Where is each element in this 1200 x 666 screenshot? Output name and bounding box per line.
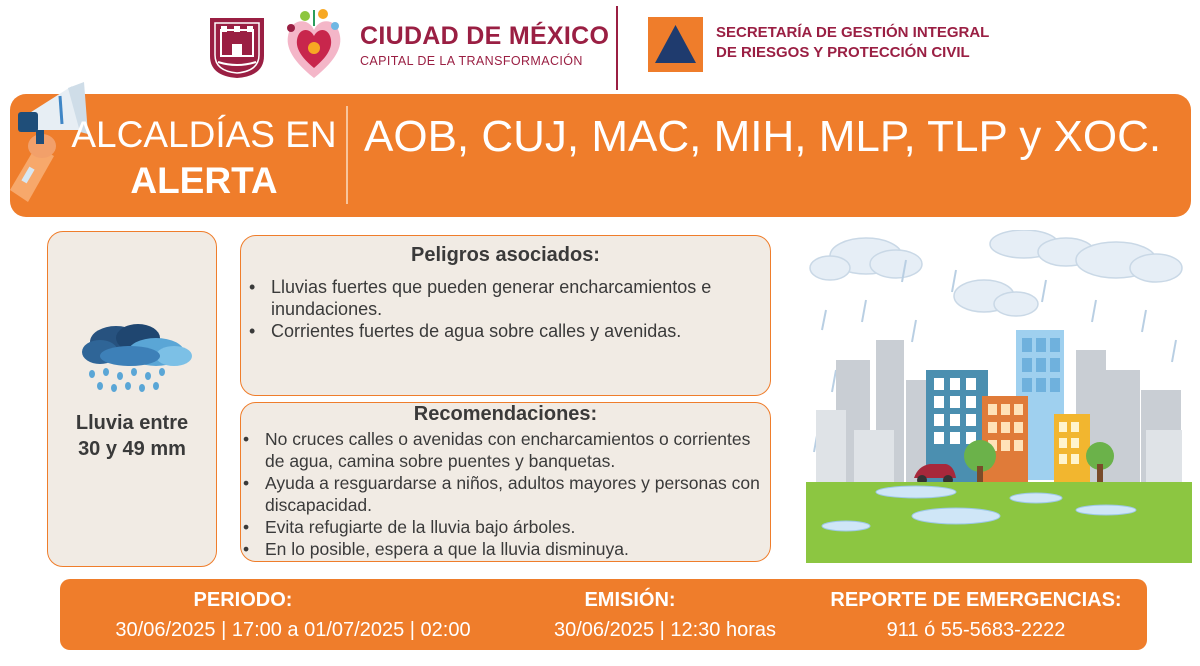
list-item: • No cruces calles o avenidas con encharcamientos o corrientes de agua, camina sobre puentes y banquetas. xyxy=(243,428,771,472)
recommendations-card xyxy=(240,402,771,562)
city-title: CIUDAD DE MÉXICO xyxy=(360,22,610,50)
proteccion-civil-triangle-icon xyxy=(648,17,703,72)
reporte-value: 911 ó 55-5683-2222 xyxy=(886,619,1066,641)
rain-amount-card xyxy=(47,231,217,567)
city-subtitle: CAPITAL DE LA TRANSFORMACIÓN xyxy=(360,54,583,68)
list-item: • Corrientes fuertes de agua sobre calles y avenidas. xyxy=(249,320,761,342)
cdmx-shield-icon xyxy=(208,16,266,80)
recommendations-list xyxy=(243,428,771,560)
hazards-list xyxy=(249,276,761,342)
hazards-title: Peligros asociados: xyxy=(411,244,600,266)
agency-name-line1: SECRETARÍA DE GESTIÓN INTEGRAL xyxy=(716,24,990,41)
list-item: • En lo posible, espera a que la lluvia disminuya. xyxy=(243,538,771,560)
emision-label: EMISIÓN: xyxy=(584,589,676,611)
rainy-city-illustration xyxy=(806,230,1192,563)
recommendations-title: Recomendaciones: xyxy=(413,403,598,425)
hazards-card xyxy=(240,235,771,396)
periodo-label: PERIODO: xyxy=(193,589,293,611)
list-item: • Ayuda a resguardarse a niños, adultos mayores y personas con discapacidad. xyxy=(243,472,771,516)
periodo-value: 30/06/2025 | 17:00 a 01/07/2025 | 02:00 xyxy=(115,619,471,641)
cdmx-heart-logo-icon xyxy=(283,6,345,82)
alert-title-line1: ALCALDÍAS EN xyxy=(71,114,337,155)
agency-name-line2: DE RIESGOS Y PROTECCIÓN CIVIL xyxy=(716,44,970,61)
reporte-label: REPORTE DE EMERGENCIAS: xyxy=(830,589,1122,611)
list-item: • Lluvias fuertes que pueden generar encharcamientos e inundaciones. xyxy=(249,276,761,320)
rain-line2: 30 y 49 mm xyxy=(78,438,186,460)
rain-cloud-icon xyxy=(78,322,196,394)
alert-title-line2: ALERTA xyxy=(130,160,278,201)
rain-line1: Lluvia entre xyxy=(75,412,189,434)
emision-value: 30/06/2025 | 12:30 horas xyxy=(553,619,777,641)
rain-amount-text xyxy=(47,410,217,462)
list-item: • Evita refugiarte de la lluvia bajo árboles. xyxy=(243,516,771,538)
banner-divider xyxy=(346,106,348,204)
alcaldias-list: AOB, CUJ, MAC, MIH, MLP, TLP y XOC. xyxy=(364,112,1162,161)
header-divider xyxy=(616,6,618,90)
